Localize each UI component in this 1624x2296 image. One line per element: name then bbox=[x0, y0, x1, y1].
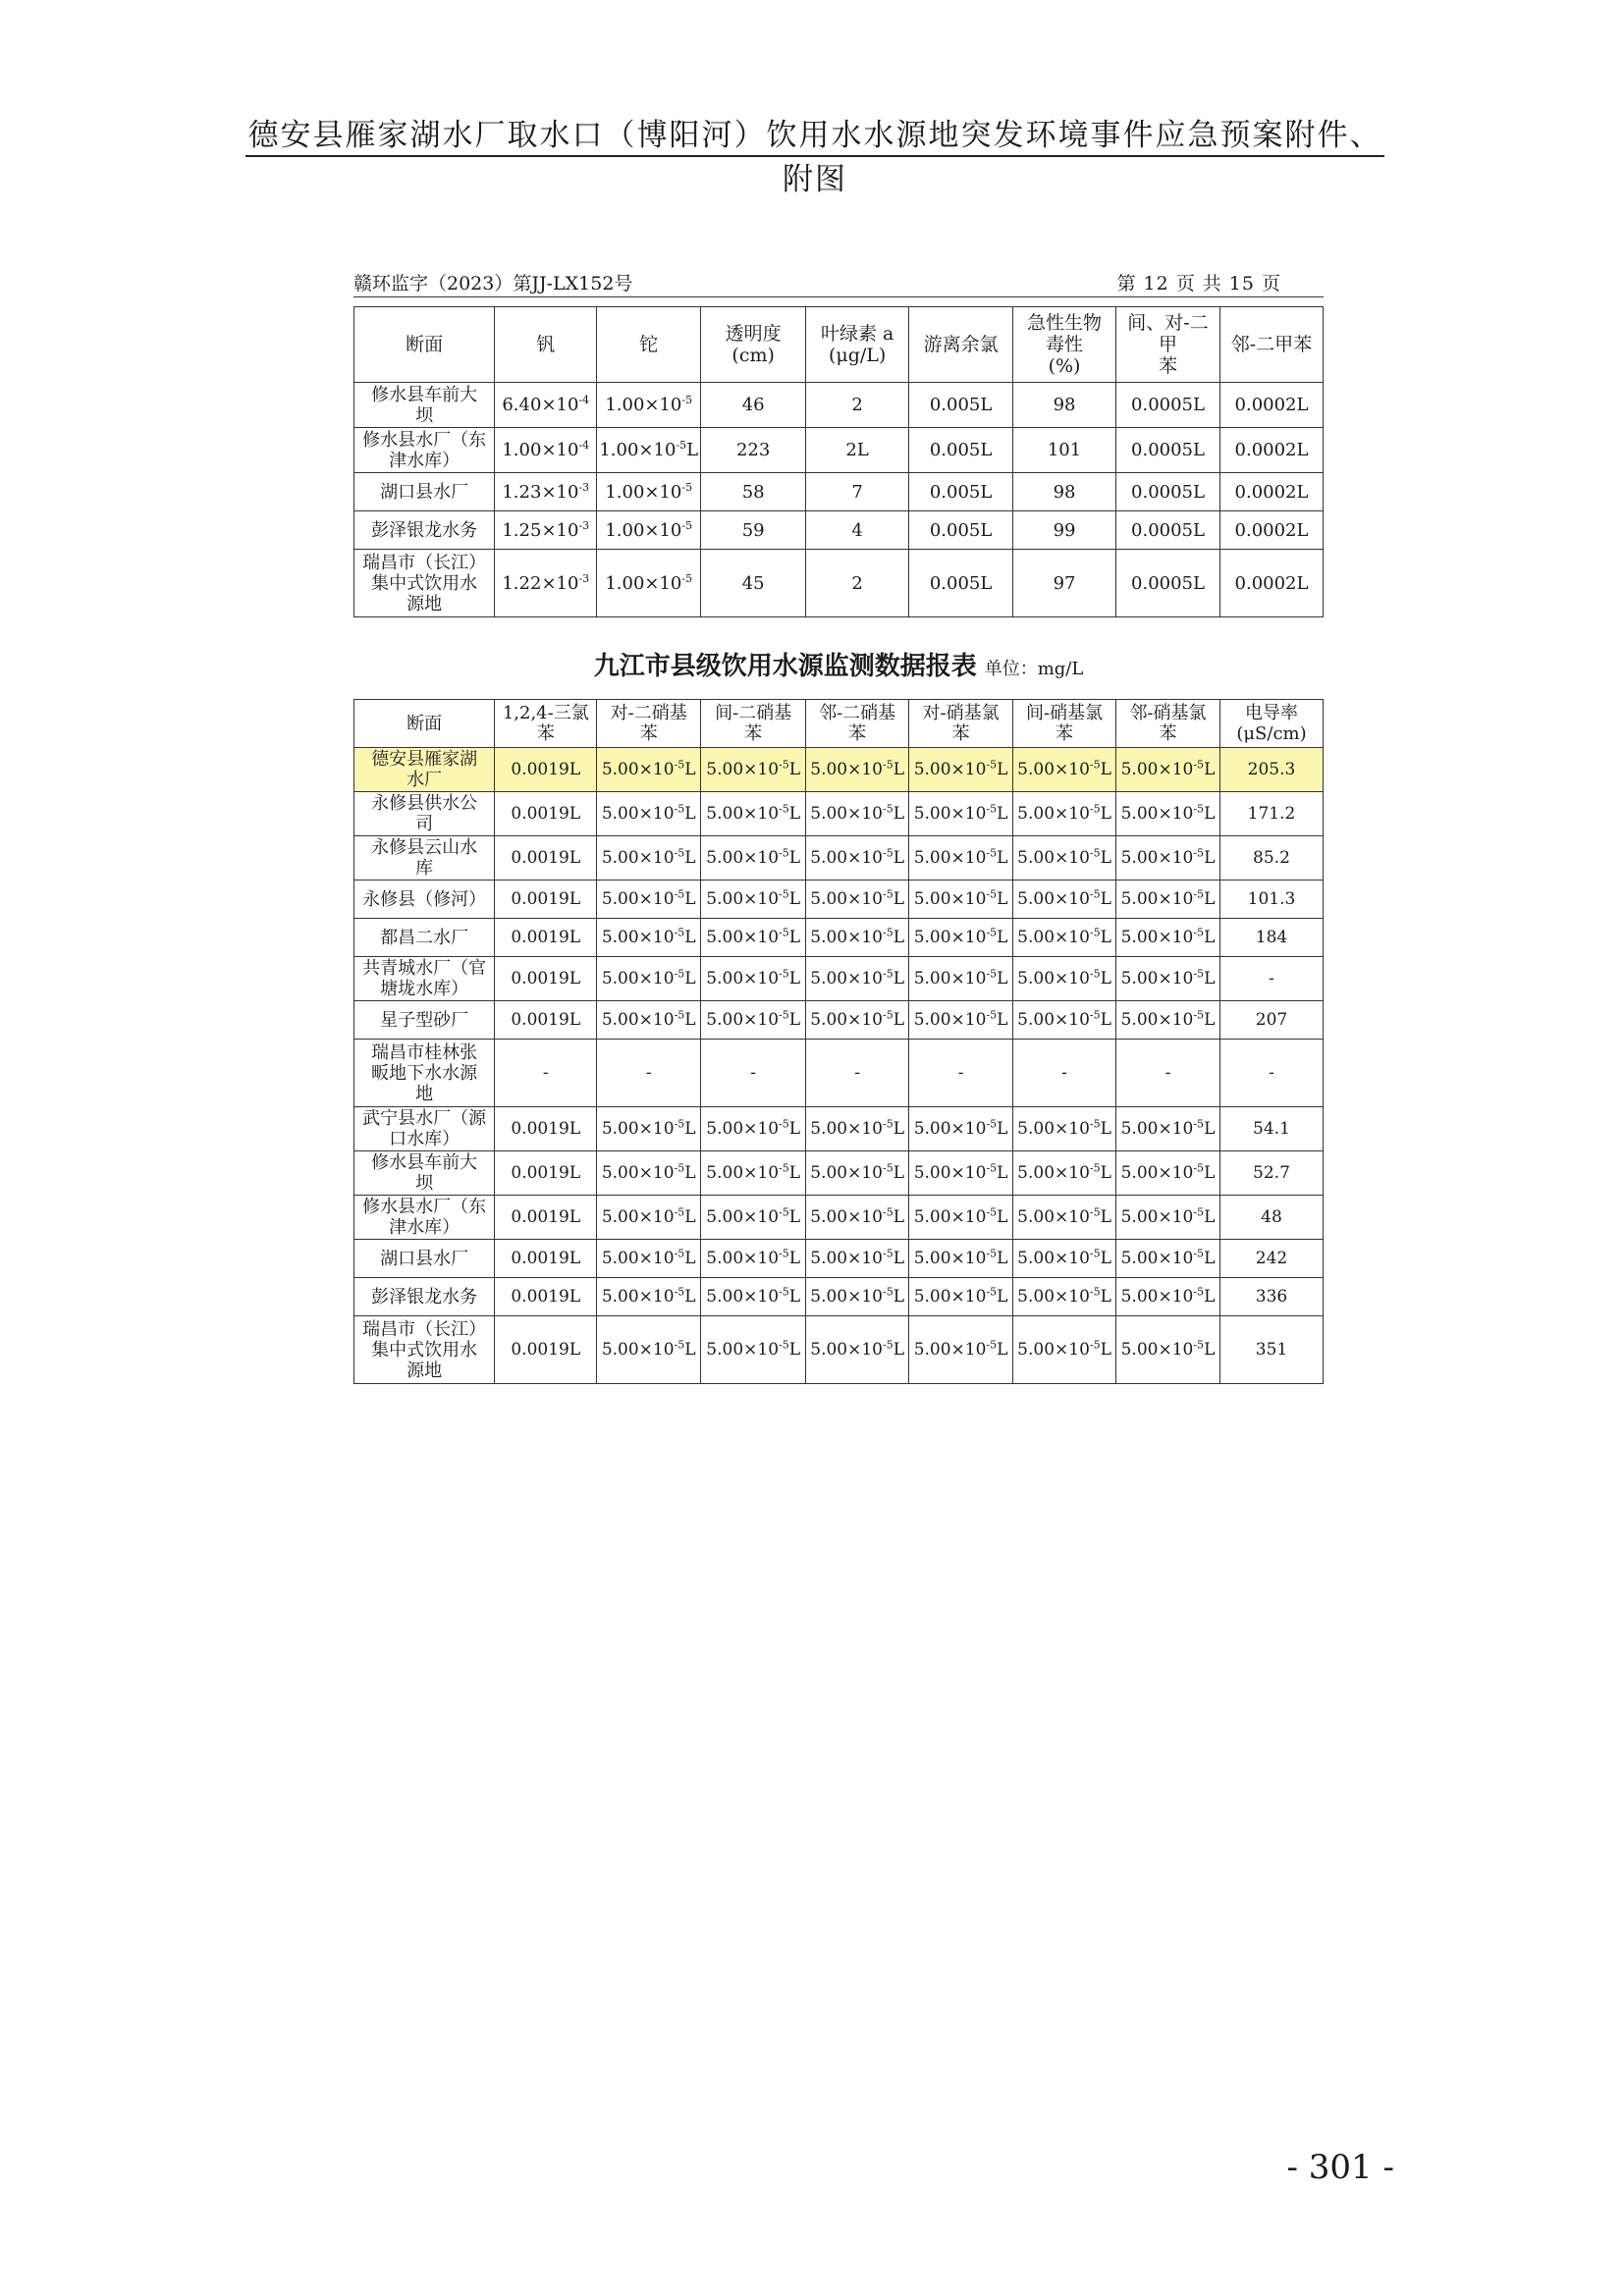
table-cell: $5.00\times 10^{-5}L$ bbox=[806, 836, 909, 881]
table-cell: $5.00\times 10^{-5}L$ bbox=[909, 1001, 1013, 1040]
table-row bbox=[354, 1196, 1324, 1240]
table-cell: $5.00\times 10^{-5}L$ bbox=[1116, 1001, 1220, 1040]
table-cell: $5.00\times 10^{-5}L$ bbox=[701, 1196, 806, 1240]
table-cell: $5.00\times 10^{-5}L$ bbox=[806, 919, 909, 957]
column-header: 邻-二甲苯 bbox=[1219, 307, 1323, 383]
table-cell: $5.00\times 10^{-5}L$ bbox=[1013, 1001, 1116, 1040]
table-cell: 59 bbox=[701, 511, 806, 550]
table-cell: $5.00\times 10^{-5}L$ bbox=[909, 1196, 1013, 1240]
table-row bbox=[354, 473, 1324, 511]
meta-rule bbox=[353, 296, 1324, 297]
county-water-source-table bbox=[353, 699, 1324, 1384]
table-cell: $5.00\times 10^{-5}L$ bbox=[701, 881, 806, 919]
table-cell: - bbox=[909, 1040, 1013, 1107]
row-label: 共青城水厂（官 塘垅水库） bbox=[354, 957, 495, 1001]
table-cell: 0.0019L bbox=[495, 1107, 597, 1151]
table-cell: $5.00\times 10^{-5}L$ bbox=[701, 1278, 806, 1316]
table-cell: 0.0019L bbox=[495, 1001, 597, 1040]
table-cell: $5.00\times 10^{-5}L$ bbox=[1116, 1196, 1220, 1240]
table-cell: 0.0019L bbox=[495, 836, 597, 881]
table-row bbox=[354, 792, 1324, 836]
table-row bbox=[354, 1107, 1324, 1151]
table-row bbox=[354, 881, 1324, 919]
table-cell: 0.0005L bbox=[1116, 383, 1220, 428]
table-cell: $5.00\times 10^{-5}L$ bbox=[909, 1278, 1013, 1316]
table-cell: $5.00\times 10^{-5}L$ bbox=[806, 881, 909, 919]
table-cell: 205.3 bbox=[1219, 748, 1323, 792]
table-cell: $5.00\times 10^{-5}L$ bbox=[597, 1001, 701, 1040]
page-info: 第 12 页 共 15 页 bbox=[1116, 273, 1281, 294]
table-cell: $1.00\times 10^{-5}$ bbox=[597, 550, 701, 617]
table-cell: $5.00\times 10^{-5}L$ bbox=[909, 1151, 1013, 1196]
table-cell: $5.00\times 10^{-5}L$ bbox=[1013, 792, 1116, 836]
column-header: 叶绿素 a (μg/L) bbox=[806, 307, 909, 383]
column-header: 钒 bbox=[495, 307, 597, 383]
table-cell: $5.00\times 10^{-5}L$ bbox=[1116, 881, 1220, 919]
table-unit: 单位：mg/L bbox=[984, 659, 1084, 679]
table-cell: $5.00\times 10^{-5}L$ bbox=[1013, 881, 1116, 919]
table-cell: $5.00\times 10^{-5}L$ bbox=[909, 957, 1013, 1001]
table-cell: $5.00\times 10^{-5}L$ bbox=[1013, 1240, 1116, 1278]
table-cell: 98 bbox=[1013, 473, 1116, 511]
table-cell: $5.00\times 10^{-5}L$ bbox=[1116, 1240, 1220, 1278]
table-cell: $5.00\times 10^{-5}L$ bbox=[701, 1240, 806, 1278]
table-cell: $5.00\times 10^{-5}L$ bbox=[1116, 957, 1220, 1001]
table-cell: $5.00\times 10^{-5}L$ bbox=[701, 957, 806, 1001]
table-cell: $5.00\times 10^{-5}L$ bbox=[701, 1001, 806, 1040]
row-label: 永修县（修河） bbox=[354, 881, 495, 919]
table-cell: $5.00\times 10^{-5}L$ bbox=[806, 957, 909, 1001]
table-row bbox=[354, 1151, 1324, 1196]
table-cell: 98 bbox=[1013, 383, 1116, 428]
column-header: 急性生物 毒性 (%) bbox=[1013, 307, 1116, 383]
table-cell: $5.00\times 10^{-5}L$ bbox=[806, 792, 909, 836]
table-cell: 0.0019L bbox=[495, 748, 597, 792]
table-cell: 85.2 bbox=[1219, 836, 1323, 881]
table-cell: 0.0002L bbox=[1219, 550, 1323, 617]
table-cell: $5.00\times 10^{-5}L$ bbox=[597, 748, 701, 792]
table-cell: 0.0019L bbox=[495, 1151, 597, 1196]
report-meta bbox=[353, 269, 1281, 298]
table-cell: - bbox=[1116, 1040, 1220, 1107]
table-cell: $5.00\times 10^{-5}L$ bbox=[1013, 748, 1116, 792]
metals-monitoring-table bbox=[353, 306, 1324, 617]
table-cell: 48 bbox=[1219, 1196, 1323, 1240]
table-cell: $1.00\times 10^{-4}$ bbox=[495, 428, 597, 473]
table-row bbox=[354, 1040, 1324, 1107]
column-header: 邻-二硝基 苯 bbox=[806, 700, 909, 748]
table-cell: $1.23\times 10^{-3}$ bbox=[495, 473, 597, 511]
table-cell: $5.00\times 10^{-5}L$ bbox=[1013, 1196, 1116, 1240]
table-cell: $5.00\times 10^{-5}L$ bbox=[806, 1278, 909, 1316]
table-row bbox=[354, 550, 1324, 617]
report-number: 赣环监字（2023）第JJ-LX152号 bbox=[353, 273, 633, 294]
table-row bbox=[354, 1001, 1324, 1040]
table-cell: - bbox=[806, 1040, 909, 1107]
table-cell: 58 bbox=[701, 473, 806, 511]
table-cell: $5.00\times 10^{-5}L$ bbox=[1116, 748, 1220, 792]
table-cell: 54.1 bbox=[1219, 1107, 1323, 1151]
table-cell: $5.00\times 10^{-5}L$ bbox=[909, 792, 1013, 836]
table-cell: 0.005L bbox=[909, 428, 1013, 473]
table-cell: 0.005L bbox=[909, 550, 1013, 617]
table-cell: 0.0005L bbox=[1116, 550, 1220, 617]
column-header: 对-硝基氯 苯 bbox=[909, 700, 1013, 748]
table-header-row bbox=[354, 700, 1324, 748]
table-cell: 223 bbox=[701, 428, 806, 473]
table-cell: $5.00\times 10^{-5}L$ bbox=[701, 792, 806, 836]
table-cell: $5.00\times 10^{-5}L$ bbox=[806, 1316, 909, 1384]
table-cell: 242 bbox=[1219, 1240, 1323, 1278]
table-cell: 0.0019L bbox=[495, 1316, 597, 1384]
column-header: 邻-硝基氯 苯 bbox=[1116, 700, 1220, 748]
table-row bbox=[354, 1240, 1324, 1278]
table-cell: 336 bbox=[1219, 1278, 1323, 1316]
table-cell: 2 bbox=[806, 383, 909, 428]
table-cell: $1.00\times 10^{-5}$ bbox=[597, 383, 701, 428]
table-cell: $5.00\times 10^{-5}L$ bbox=[806, 748, 909, 792]
table-cell: 0.005L bbox=[909, 383, 1013, 428]
row-label: 修水县水厂（东 津水库） bbox=[354, 1196, 495, 1240]
table-row bbox=[354, 1278, 1324, 1316]
row-label: 湖口县水厂 bbox=[354, 1240, 495, 1278]
table-cell: $5.00\times 10^{-5}L$ bbox=[1013, 1151, 1116, 1196]
page-header: 德安县雁家湖水厂取水口（博阳河）饮用水水源地突发环境事件应急预案附件、附图 bbox=[247, 118, 1382, 197]
table-cell: 101 bbox=[1013, 428, 1116, 473]
table-row bbox=[354, 836, 1324, 881]
row-label: 彭泽银龙水务 bbox=[354, 511, 495, 550]
table-cell: $5.00\times 10^{-5}L$ bbox=[909, 1240, 1013, 1278]
table-cell: 0.0005L bbox=[1116, 473, 1220, 511]
table-row bbox=[354, 957, 1324, 1001]
table-cell: $5.00\times 10^{-5}L$ bbox=[1013, 1107, 1116, 1151]
row-label: 瑞昌市桂林张 畈地下水水源 地 bbox=[354, 1040, 495, 1107]
table-cell: 0.0019L bbox=[495, 919, 597, 957]
table-cell: $5.00\times 10^{-5}L$ bbox=[909, 748, 1013, 792]
table-cell: - bbox=[701, 1040, 806, 1107]
column-header: 间、对-二甲 苯 bbox=[1116, 307, 1220, 383]
table-cell: $5.00\times 10^{-5}L$ bbox=[1013, 1278, 1116, 1316]
table-cell: $5.00\times 10^{-5}L$ bbox=[1116, 836, 1220, 881]
table-cell: $5.00\times 10^{-5}L$ bbox=[597, 792, 701, 836]
table-cell: 99 bbox=[1013, 511, 1116, 550]
table-cell: $5.00\times 10^{-5}L$ bbox=[597, 1240, 701, 1278]
row-label: 德安县雁家湖 水厂 bbox=[354, 748, 495, 792]
header-rule bbox=[245, 155, 1384, 157]
table-cell: - bbox=[597, 1040, 701, 1107]
table-cell: $5.00\times 10^{-5}L$ bbox=[701, 1316, 806, 1384]
column-header: 铊 bbox=[597, 307, 701, 383]
table-cell: $5.00\times 10^{-5}L$ bbox=[806, 1196, 909, 1240]
table-cell: 46 bbox=[701, 383, 806, 428]
table-cell: 0.0019L bbox=[495, 1196, 597, 1240]
table-cell: 0.0002L bbox=[1219, 383, 1323, 428]
table-cell: $5.00\times 10^{-5}L$ bbox=[597, 1151, 701, 1196]
table-cell: 0.0019L bbox=[495, 1240, 597, 1278]
table-cell: $6.40\times 10^{-4}$ bbox=[495, 383, 597, 428]
table-row bbox=[354, 1316, 1324, 1384]
table-cell: $5.00\times 10^{-5}L$ bbox=[701, 1107, 806, 1151]
table-cell: $5.00\times 10^{-5}L$ bbox=[701, 1151, 806, 1196]
table-cell: $5.00\times 10^{-5}L$ bbox=[597, 1278, 701, 1316]
table-cell: $5.00\times 10^{-5}L$ bbox=[1013, 957, 1116, 1001]
table-cell: $1.25\times 10^{-3}$ bbox=[495, 511, 597, 550]
table-cell: $5.00\times 10^{-5}L$ bbox=[1116, 1107, 1220, 1151]
table-cell: 0.005L bbox=[909, 511, 1013, 550]
table-cell: 0.0002L bbox=[1219, 473, 1323, 511]
table-cell: $5.00\times 10^{-5}L$ bbox=[597, 881, 701, 919]
table-cell: 101.3 bbox=[1219, 881, 1323, 919]
row-label: 永修县供水公 司 bbox=[354, 792, 495, 836]
table-cell: 0.0019L bbox=[495, 957, 597, 1001]
table-title-text: 九江市县级饮用水源监测数据报表 bbox=[593, 652, 977, 681]
table-cell: 207 bbox=[1219, 1001, 1323, 1040]
table-cell: $5.00\times 10^{-5}L$ bbox=[597, 1316, 701, 1384]
table-cell: $5.00\times 10^{-5}L$ bbox=[1116, 792, 1220, 836]
column-header: 间-二硝基 苯 bbox=[701, 700, 806, 748]
table-cell: $5.00\times 10^{-5}L$ bbox=[1013, 919, 1116, 957]
table-cell: - bbox=[1219, 1040, 1323, 1107]
table-cell: 0.0002L bbox=[1219, 428, 1323, 473]
table-cell: $5.00\times 10^{-5}L$ bbox=[806, 1001, 909, 1040]
table-cell: $5.00\times 10^{-5}L$ bbox=[909, 881, 1013, 919]
table-cell: $5.00\times 10^{-5}L$ bbox=[701, 919, 806, 957]
table-cell: 2 bbox=[806, 550, 909, 617]
table-row bbox=[354, 748, 1324, 792]
row-label: 武宁县水厂（源 口水库） bbox=[354, 1107, 495, 1151]
row-label: 湖口县水厂 bbox=[354, 473, 495, 511]
row-label: 修水县车前大 坝 bbox=[354, 383, 495, 428]
row-label: 瑞昌市（长江） 集中式饮用水 源地 bbox=[354, 1316, 495, 1384]
table-cell: $5.00\times 10^{-5}L$ bbox=[701, 748, 806, 792]
table-cell: $5.00\times 10^{-5}L$ bbox=[597, 1196, 701, 1240]
table-cell: $5.00\times 10^{-5}L$ bbox=[1116, 1278, 1220, 1316]
table-cell: - bbox=[495, 1040, 597, 1107]
table-cell: $5.00\times 10^{-5}L$ bbox=[597, 957, 701, 1001]
table-cell: $5.00\times 10^{-5}L$ bbox=[909, 836, 1013, 881]
table-cell: $5.00\times 10^{-5}L$ bbox=[806, 1240, 909, 1278]
table-cell: $5.00\times 10^{-5}L$ bbox=[1013, 836, 1116, 881]
table-cell: 0.0002L bbox=[1219, 511, 1323, 550]
table-cell: 7 bbox=[806, 473, 909, 511]
table-cell: $5.00\times 10^{-5}L$ bbox=[597, 1107, 701, 1151]
table-cell: 52.7 bbox=[1219, 1151, 1323, 1196]
row-label: 修水县车前大 坝 bbox=[354, 1151, 495, 1196]
table-cell: 171.2 bbox=[1219, 792, 1323, 836]
table-cell: 184 bbox=[1219, 919, 1323, 957]
column-header: 断面 bbox=[354, 700, 495, 748]
table-cell: 0.0005L bbox=[1116, 428, 1220, 473]
table-cell: $5.00\times 10^{-5}L$ bbox=[597, 919, 701, 957]
table-cell: - bbox=[1219, 957, 1323, 1001]
table-cell: $1.00\times 10^{-5}$ bbox=[597, 473, 701, 511]
column-header: 透明度 (cm) bbox=[701, 307, 806, 383]
column-header: 对-二硝基 苯 bbox=[597, 700, 701, 748]
column-header: 1,2,4-三氯 苯 bbox=[495, 700, 597, 748]
table-cell: 2L bbox=[806, 428, 909, 473]
table-cell: $5.00\times 10^{-5}L$ bbox=[909, 919, 1013, 957]
row-label: 星子型砂厂 bbox=[354, 1001, 495, 1040]
table-cell: $1.00\times 10^{-5}L$ bbox=[597, 428, 701, 473]
table-cell: - bbox=[1013, 1040, 1116, 1107]
table-row bbox=[354, 383, 1324, 428]
table-cell: $5.00\times 10^{-5}L$ bbox=[806, 1151, 909, 1196]
table-cell: $5.00\times 10^{-5}L$ bbox=[1116, 1316, 1220, 1384]
table-cell: $1.00\times 10^{-5}$ bbox=[597, 511, 701, 550]
table-cell: $5.00\times 10^{-5}L$ bbox=[1116, 1151, 1220, 1196]
table-row bbox=[354, 428, 1324, 473]
table-cell: 0.0019L bbox=[495, 1278, 597, 1316]
column-header: 电导率 (μS/cm) bbox=[1219, 700, 1323, 748]
table-cell: $1.22\times 10^{-3}$ bbox=[495, 550, 597, 617]
table-cell: 97 bbox=[1013, 550, 1116, 617]
table-cell: 0.0019L bbox=[495, 881, 597, 919]
table-cell: $5.00\times 10^{-5}L$ bbox=[909, 1107, 1013, 1151]
column-header: 间-硝基氯 苯 bbox=[1013, 700, 1116, 748]
table-cell: 351 bbox=[1219, 1316, 1323, 1384]
table-cell: 45 bbox=[701, 550, 806, 617]
table-cell: $5.00\times 10^{-5}L$ bbox=[597, 836, 701, 881]
row-label: 修水县水厂（东 津水库） bbox=[354, 428, 495, 473]
row-label: 永修县云山水 库 bbox=[354, 836, 495, 881]
table-cell: $5.00\times 10^{-5}L$ bbox=[909, 1316, 1013, 1384]
table-cell: 0.0005L bbox=[1116, 511, 1220, 550]
table-cell: $5.00\times 10^{-5}L$ bbox=[701, 836, 806, 881]
table-cell: $5.00\times 10^{-5}L$ bbox=[1116, 919, 1220, 957]
table-cell: $5.00\times 10^{-5}L$ bbox=[1013, 1316, 1116, 1384]
table-header-row bbox=[354, 307, 1324, 383]
column-header: 断面 bbox=[354, 307, 495, 383]
table-cell: $5.00\times 10^{-5}L$ bbox=[806, 1107, 909, 1151]
row-label: 都昌二水厂 bbox=[354, 919, 495, 957]
row-label: 彭泽银龙水务 bbox=[354, 1278, 495, 1316]
table-cell: 4 bbox=[806, 511, 909, 550]
table-title bbox=[353, 646, 1324, 682]
table-row bbox=[354, 919, 1324, 957]
table-cell: 0.0019L bbox=[495, 792, 597, 836]
column-header: 游离余氯 bbox=[909, 307, 1013, 383]
row-label: 瑞昌市（长江） 集中式饮用水 源地 bbox=[354, 550, 495, 617]
table-cell: 0.005L bbox=[909, 473, 1013, 511]
page-number: - 301 - bbox=[1286, 2148, 1394, 2187]
table-row bbox=[354, 511, 1324, 550]
